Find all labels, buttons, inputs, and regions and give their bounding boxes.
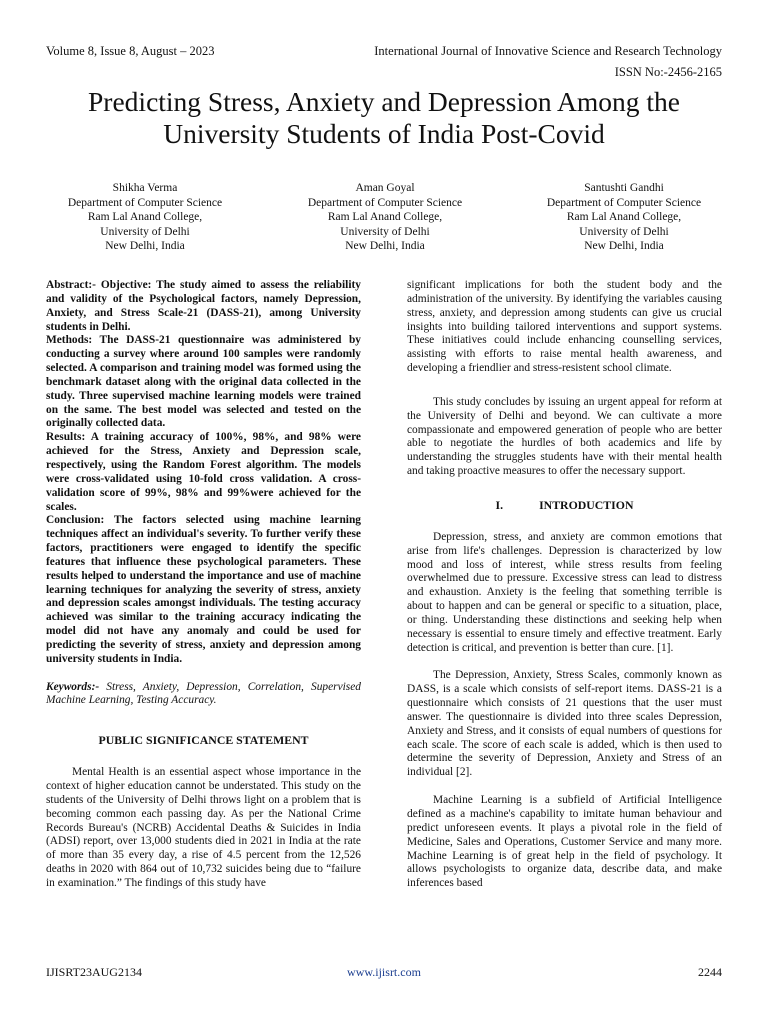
author-city: New Delhi, India <box>345 240 425 253</box>
author-college: Ram Lal Anand College, <box>327 211 443 224</box>
intro-paragraph-1: Depression, stress, and anxiety are common emotions that arise from life's challenges. Depression is characterized by low mood and loss of interest, while stress results from feeling overwhelmed due to pressure. Excessive stress can lead to distress and exhaustion. Anxiety is the feeling that something terrible is about to happen and can be general or specific to a situation, place, or thing. Understanding these distinctions and seeking help when necessary is essential to ensure timely and effective treatment. Early detection is critical, and prevention is better than cure. [1]. <box>407 530 722 654</box>
footer-url-link[interactable]: www.ijisrt.com <box>347 965 421 979</box>
keywords-label: Keywords:- <box>46 680 100 693</box>
author-name: Santushti Gandhi <box>584 182 664 194</box>
header-journal: International Journal of Innovative Science and Research Technology <box>374 44 722 58</box>
author-city: New Delhi, India <box>105 240 185 253</box>
author-block-2 <box>270 181 500 254</box>
right-column <box>407 279 722 891</box>
abstract-objective: Abstract:- Objective: The study aimed to assess the reliability and validity of the Psychological factors, namely Depression, Anxiety, and Stress Scale-21 (DASS-21), among University students in Delhi. <box>46 279 361 333</box>
author-block-3 <box>509 181 739 254</box>
keywords-text: Stress, Anxiety, Depression, Correlation, Supervised Machine Learning, Testing Accuracy. <box>46 680 361 707</box>
introduction-heading <box>407 499 722 513</box>
author-city: New Delhi, India <box>584 240 664 253</box>
author-univ: University of Delhi <box>579 225 669 238</box>
header-issn: ISSN No:-2456-2165 <box>614 65 722 79</box>
author-dept: Department of Computer Science <box>67 196 223 209</box>
abstract <box>46 279 361 667</box>
author-name: Shikha Verma <box>112 182 178 194</box>
footer-page-number: 2244 <box>698 965 722 979</box>
author-univ: University of Delhi <box>100 225 190 238</box>
author-name: Aman Goyal <box>355 182 415 194</box>
abstract-methods: Methods: The DASS-21 questionnaire was administered by conducting a survey where around 100 samples were randomly selected. A comparison and training model was formed using the benchmark dataset along with the original data collected in the study. Three supervised machine learning models were trained on the same. The best model was selected and tested on the originally collected data. <box>46 334 361 430</box>
author-dept: Department of Computer Science <box>546 196 702 209</box>
public-statement-paragraph-2: This study concludes by issuing an urgent appeal for reform at the University of Delhi and beyond. We can cultivate a more compassionate and empowered generation of people who are better able to negotiate the hurdles of both academics and life by understanding the struggles students have with their mental health and taking proactive measures to offer the necessary support. <box>407 395 722 478</box>
header-volume: Volume 8, Issue 8, August – 2023 <box>46 44 215 58</box>
author-block-1 <box>30 181 260 254</box>
left-column <box>46 279 361 891</box>
public-statement-heading: PUBLIC SIGNIFICANCE STATEMENT <box>98 733 309 748</box>
author-college: Ram Lal Anand College, <box>566 211 682 224</box>
abstract-conclusion: Conclusion: The factors selected using machine learning techniques affect an individual's severity. To further verify these factors, practitioners were engaged to identify the specific features that influence these psychological parameters. These results helped to understand the importance and use of machine learning techniques for analyzing the severity of stress, anxiety and depression scales amongst individuals. The testing accuracy achieved was similar to the training accuracy indicating the model did not have any anomaly and could be used for predicting the severity of stress, anxiety and depression among university students in India. <box>46 514 361 665</box>
public-statement-continued: significant implications for both the student body and the administration of the university. By identifying the variables causing stress, anxiety, and depression among students can give us crucial insights into building tailored interventions and support systems. These initiatives could include enhancing counselling services, assisting with efforts to raise mental health awareness, and developing a friendlier and stress-resistent school climate. <box>407 279 722 375</box>
author-dept: Department of Computer Science <box>307 196 463 209</box>
intro-paragraph-2: The Depression, Anxiety, Stress Scales, commonly known as DASS, is a scale which consists of self-report items. DASS-21 is a questionnaire which consists of 21 questions that the user must answer. The questionnaire is divided into three scales Depression, Anxiety and Stress, and it consists of equal numbers of questions for each scale. The score of each scale is added, which is then used to determine the severity of Depression, Anxiety and Stress of an individual [2]. <box>407 669 722 779</box>
footer-paper-id: IJISRT23AUG2134 <box>46 965 142 979</box>
intro-paragraph-3: Machine Learning is a subfield of Artificial Intelligence defined as a machine's capability to imitate human behaviour and predict unforeseen events. It plays a pivotal role in the field of Medicine, Sales and Operations, Customer Service and many more. Machine Learning is of great help in the field of psychology. It allows psychologists to organize data, describe data, and make inferences based <box>407 794 722 890</box>
paper-title: Predicting Stress, Anxiety and Depression Among the University Students of India Post-Covid <box>88 86 680 149</box>
abstract-results: Results: A training accuracy of 100%, 98%, and 98% were achieved for the Stress, Anxiety and Depression scale, respectively, using the Random Forest algorithm. The models were cross-validated using 10-fold cross validation. A cross-validation score of 99%, 98% and 99%were achieved for the scales. <box>46 431 361 513</box>
author-college: Ram Lal Anand College, <box>87 211 203 224</box>
author-univ: University of Delhi <box>340 225 430 238</box>
section-number: I. <box>495 497 504 512</box>
public-statement-paragraph: Mental Health is an essential aspect whose importance in the context of higher education cannot be understated. This study on the students of the University of Delhi throws light on a problem that is becoming common each passing day. As per the National Crime Records Bureau's (NCRB) Accidental Deaths & Suicides in India (ADSI) report, over 13,000 students died in 2021 in India at the rate of more than 35 every day, a rise of 4.5 percent from the 12,526 deaths in 2020 with 864 out of 10,732 suicides being due to “failure in examination.” The findings of this study have <box>46 766 361 889</box>
keywords <box>46 681 361 709</box>
section-title: INTRODUCTION <box>539 497 634 512</box>
